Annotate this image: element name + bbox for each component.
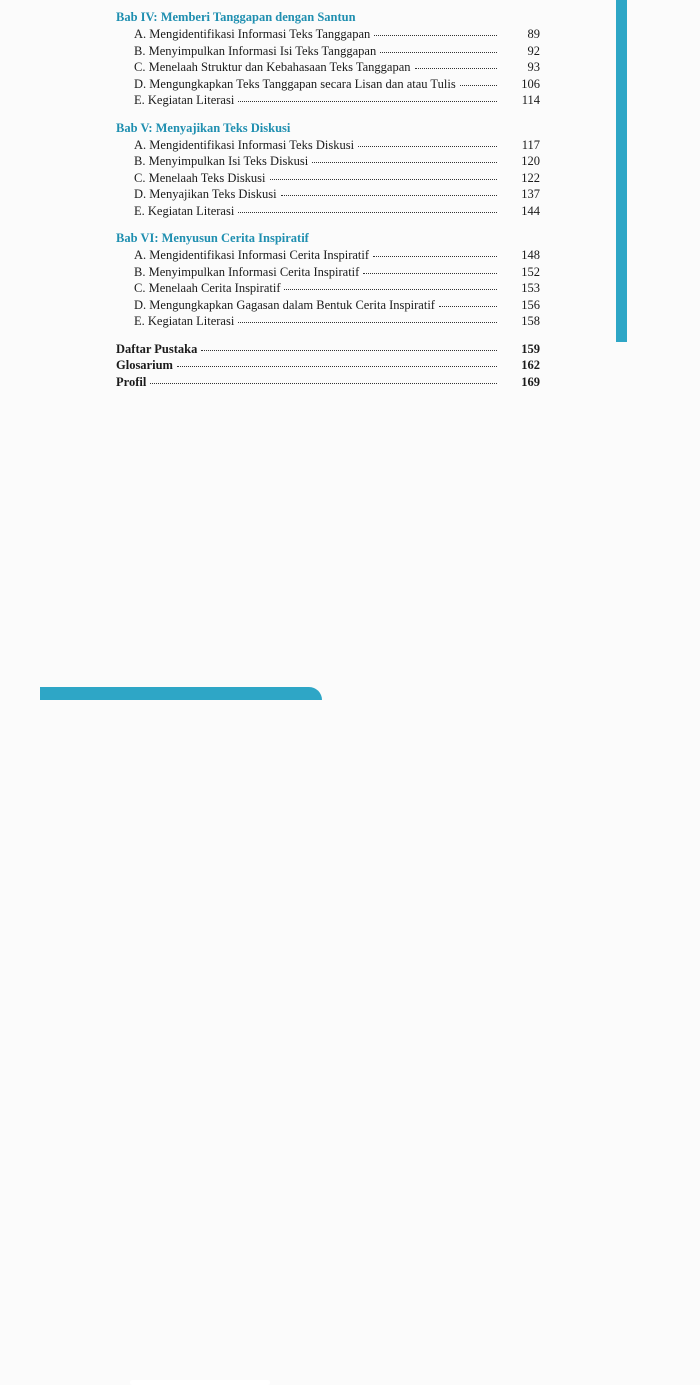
entry-page: 169 bbox=[521, 374, 540, 389]
entry-page: 117 bbox=[521, 137, 540, 152]
entry-label: B. Menyimpulkan Isi Teks Diskusi bbox=[134, 154, 309, 168]
accent-side-bar bbox=[616, 0, 627, 342]
chapter-title: Bab V: Menyajikan Teks Diskusi bbox=[116, 120, 291, 135]
entry-page: 122 bbox=[521, 170, 540, 185]
dot-leader bbox=[238, 321, 497, 323]
dot-leader bbox=[281, 194, 497, 196]
entry-page: 153 bbox=[521, 281, 540, 295]
toc-entry[interactable] bbox=[116, 280, 540, 297]
entry-label: D. Mengungkapkan Teks Tanggapan secara Lisan dan atau Tulis bbox=[134, 76, 456, 91]
entry-label: B. Menyimpulkan Informasi Isi Teks Tanggapan bbox=[134, 43, 377, 58]
dot-leader bbox=[358, 145, 497, 147]
entry-label: Daftar Pustaka bbox=[116, 341, 198, 356]
dot-leader bbox=[201, 349, 497, 351]
toc-entry[interactable] bbox=[116, 170, 540, 187]
entry-label: C. Menelaah Cerita Inspiratif bbox=[134, 281, 281, 295]
entry-label: Glosarium bbox=[116, 358, 173, 372]
dot-leader bbox=[238, 100, 497, 102]
dot-leader bbox=[380, 51, 497, 53]
toc-entry-profil[interactable] bbox=[116, 374, 540, 391]
entry-label: A. Mengidentifikasi Informasi Cerita Inspiratif bbox=[134, 248, 370, 262]
dot-leader bbox=[150, 382, 497, 384]
toc-entry[interactable] bbox=[116, 153, 540, 170]
toc-entry[interactable] bbox=[116, 92, 540, 109]
table-of-contents bbox=[116, 9, 540, 390]
toc-entry[interactable] bbox=[116, 297, 540, 314]
dot-leader bbox=[374, 34, 497, 36]
chapter-4 bbox=[116, 9, 540, 109]
toc-entry[interactable] bbox=[116, 137, 540, 154]
entry-page: 137 bbox=[521, 187, 540, 201]
entry-page: 152 bbox=[521, 264, 540, 279]
toc-entry[interactable] bbox=[116, 43, 540, 60]
entry-label: E. Kegiatan Literasi bbox=[134, 203, 235, 218]
entry-page: 89 bbox=[527, 27, 540, 41]
entry-label: D. Mengungkapkan Gagasan dalam Bentuk Cerita Inspiratif bbox=[134, 297, 435, 312]
toc-entry-glosarium[interactable] bbox=[116, 357, 540, 374]
dot-leader bbox=[312, 161, 497, 163]
back-matter bbox=[116, 341, 540, 391]
dot-leader bbox=[363, 272, 497, 274]
dot-leader bbox=[270, 178, 497, 180]
entry-page: 114 bbox=[521, 93, 540, 107]
entry-page: 144 bbox=[521, 203, 540, 218]
dot-leader bbox=[177, 365, 497, 367]
entry-label: C. Menelaah Struktur dan Kebahasaan Teks Tanggapan bbox=[134, 60, 411, 74]
toc-entry[interactable] bbox=[116, 76, 540, 93]
entry-page: 162 bbox=[521, 358, 540, 372]
entry-label: A. Mengidentifikasi Informasi Teks Tanggapan bbox=[134, 27, 371, 41]
entry-page: 93 bbox=[527, 60, 540, 74]
dot-leader bbox=[439, 305, 497, 307]
entry-page: 92 bbox=[527, 43, 540, 58]
entry-page: 158 bbox=[521, 314, 540, 328]
entry-page: 120 bbox=[521, 154, 540, 168]
toc-entry[interactable] bbox=[116, 264, 540, 281]
chapter-title: Bab VI: Menyusun Cerita Inspiratif bbox=[116, 231, 309, 245]
entry-label: E. Kegiatan Literasi bbox=[134, 314, 235, 328]
entry-page: 159 bbox=[521, 341, 540, 356]
entry-page: 106 bbox=[521, 76, 540, 91]
entry-label: E. Kegiatan Literasi bbox=[134, 93, 235, 107]
entry-page: 148 bbox=[521, 248, 540, 262]
chapter-5 bbox=[116, 120, 540, 220]
dot-leader bbox=[373, 255, 497, 257]
toc-entry[interactable] bbox=[116, 247, 540, 264]
toc-entry[interactable] bbox=[116, 203, 540, 220]
entry-label: C. Menelaah Teks Diskusi bbox=[134, 170, 266, 185]
accent-bottom-tab bbox=[40, 687, 322, 700]
dot-leader bbox=[284, 288, 497, 290]
chapter-title: Bab IV: Memberi Tanggapan dengan Santun bbox=[116, 10, 356, 24]
chapter-6 bbox=[116, 230, 540, 330]
bottom-tab-highlight bbox=[130, 1380, 270, 1385]
entry-label: A. Mengidentifikasi Informasi Teks Diskusi bbox=[134, 137, 355, 152]
toc-entry[interactable] bbox=[116, 313, 540, 330]
dot-leader bbox=[238, 211, 497, 213]
dot-leader bbox=[415, 67, 497, 69]
toc-entry[interactable] bbox=[116, 26, 540, 43]
toc-entry[interactable] bbox=[116, 59, 540, 76]
entry-page: 156 bbox=[521, 297, 540, 312]
toc-entry-daftar-pustaka[interactable] bbox=[116, 341, 540, 358]
toc-entry[interactable] bbox=[116, 186, 540, 203]
entry-label: B. Menyimpulkan Informasi Cerita Inspiratif bbox=[134, 264, 360, 279]
entry-label: Profil bbox=[116, 374, 147, 389]
dot-leader bbox=[460, 84, 497, 86]
entry-label: D. Menyajikan Teks Diskusi bbox=[134, 187, 277, 201]
